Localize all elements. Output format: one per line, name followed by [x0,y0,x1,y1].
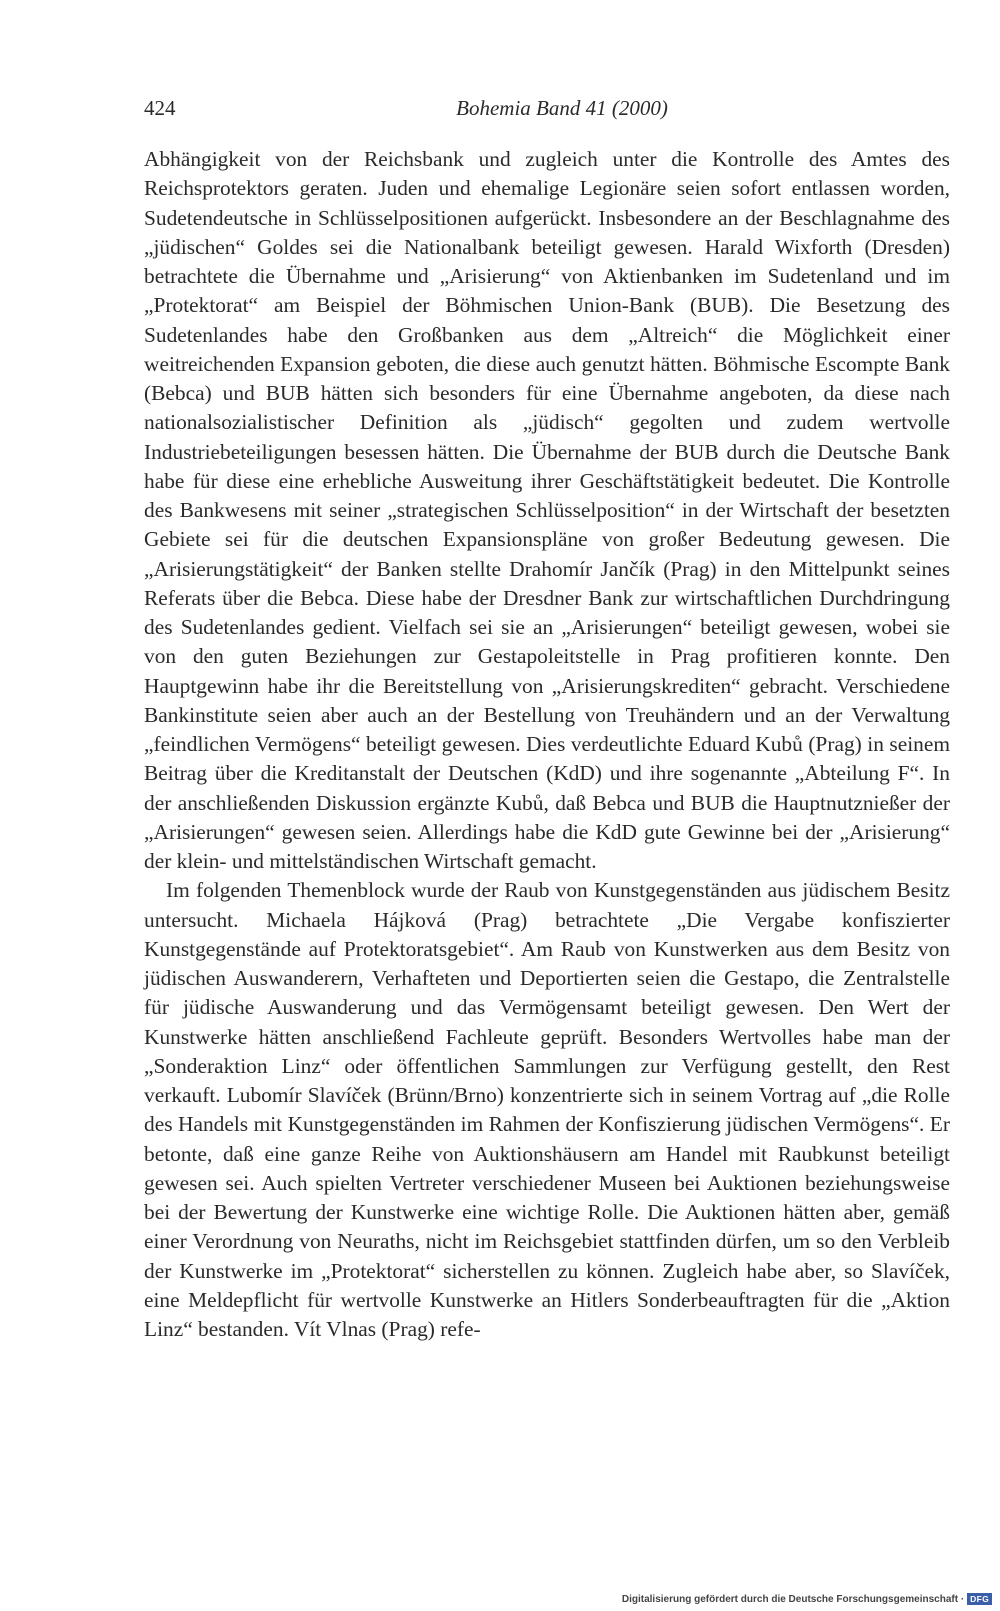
dfg-logo: DFG [967,1593,992,1605]
credit-text: Digitalisierung gefördert durch die Deutsche Forschungsgemeinschaft · [621,1593,965,1605]
digitization-credit [622,1593,992,1605]
page-header [144,90,950,126]
paragraph-1: Abhängigkeit von der Reichsbank und zugleich unter die Kontrolle des Amtes des Reichsprotektors geraten. Juden und ehemalige Legionäre seien sofort entlassen worden, Sudetendeutsche in Schlüsselpositionen aufgerückt. Insbesondere an der Beschlagnahme des „jüdischen“ Goldes sei die Nationalbank beteiligt gewesen. Harald Wixforth (Dresden) betrachtete die Übernahme und „Arisierung“ von Aktienbanken im Sudetenland und im „Protektorat“ am Beispiel der Böhmischen Union-Bank (BUB). Die Besetzung des Sudetenlandes habe den Großbanken aus dem „Altreich“ die Möglichkeit einer weitreichenden Expansion geboten, die diese auch genutzt hätten. Böhmische Escompte Bank (Bebca) und BUB hätten sich besonders für eine Übernahme angeboten, da diese nach nationalsozialistischer Definition als „jüdisch“ gegolten und zudem wertvolle Industriebeteiligungen besessen hätten. Die Übernahme der BUB durch die Deutsche Bank habe für diese eine erhebliche Ausweitung ihrer Geschäftstätigkeit bedeutet. Die Kontrolle des Bankwesens mit seiner „strategischen Schlüsselposition“ in der Wirtschaft der besetzten Gebiete sei für die deutschen Expansionspläne von großer Bedeutung gewesen. Die „Arisierungstätigkeit“ der Banken stellte Drahomír Jančík (Prag) in den Mittelpunkt seines Referats über die Bebca. Diese habe der Dresdner Bank zur wirtschaftlichen Durchdringung des Sudetenlandes gedient. Vielfach sei sie an „Arisierungen“ beteiligt gewesen, wobei sie von den guten Beziehungen zur Gestapoleitstelle in Prag profitieren konnte. Den Hauptgewinn habe ihr die Bereitstellung von „Arisierungskrediten“ gebracht. Verschiedene Bankinstitute seien aber auch an der Bestellung von Treuhändern und an der Verwaltung „feindlichen Vermögens“ beteiligt gewesen. Dies verdeutlichte Eduard Kubů (Prag) in seinem Beitrag über die Kreditanstalt der Deutschen (KdD) und ihre sogenannte „Abteilung F“. In der anschließenden Diskussion ergänzte Kubů, daß Bebca und BUB die Hauptnutznießer der „Arisierungen“ gewesen seien. Allerdings habe die KdD gute Gewinne bei der „Arisierung“ der klein- und mittelständischen Wirtschaft gemacht. [144,147,950,873]
page-number: 424 [144,96,176,120]
body-text [144,145,950,1344]
running-title: Bohemia Band 41 (2000) [456,96,668,120]
paragraph-2: Im folgenden Themenblock wurde der Raub von Kunstgegenständen aus jüdischem Besitz untersucht. Michaela Hájková (Prag) betrachtete „Die Vergabe konfiszierter Kunstgegenstände auf Protektoratsgebiet“. Am Raub von Kunstwerken aus dem Besitz von jüdischen Auswanderern, Verhafteten und Deportierten seien die Gestapo, die Zentralstelle für jüdische Auswanderung und das Vermögensamt beteiligt gewesen. Den Wert der Kunstwerke hätten anschließend Fachleute geprüft. Besonders Wertvolles habe man der „Sonderaktion Linz“ oder öffentlichen Sammlungen zur Verfügung gestellt, den Rest verkauft. Lubomír Slavíček (Brünn/Brno) konzentrierte sich in seinem Vortrag auf „die Rolle des Handels mit Kunstgegenständen im Rahmen der Konfiszierung jüdischen Vermögens“. Er betonte, daß eine ganze Reihe von Auktionshäusern am Handel mit Raubkunst beteiligt gewesen sei. Auch spielten Vertreter verschiedener Museen bei Auktionen beziehungsweise bei der Bewertung der Kunstwerke eine wichtige Rolle. Die Auktionen hätten aber, gemäß einer Verordnung von Neuraths, nicht im Reichsgebiet stattfinden dürfen, um so den Verbleib der Kunstwerke im „Protektorat“ sicherstellen zu können. Zugleich habe aber, so Slavíček, eine Meldepflicht für wertvolle Kunstwerke an Hitlers Sonderbeauftragten für die „Aktion Linz“ bestanden. Vít Vlnas (Prag) refe- [144,878,950,1341]
